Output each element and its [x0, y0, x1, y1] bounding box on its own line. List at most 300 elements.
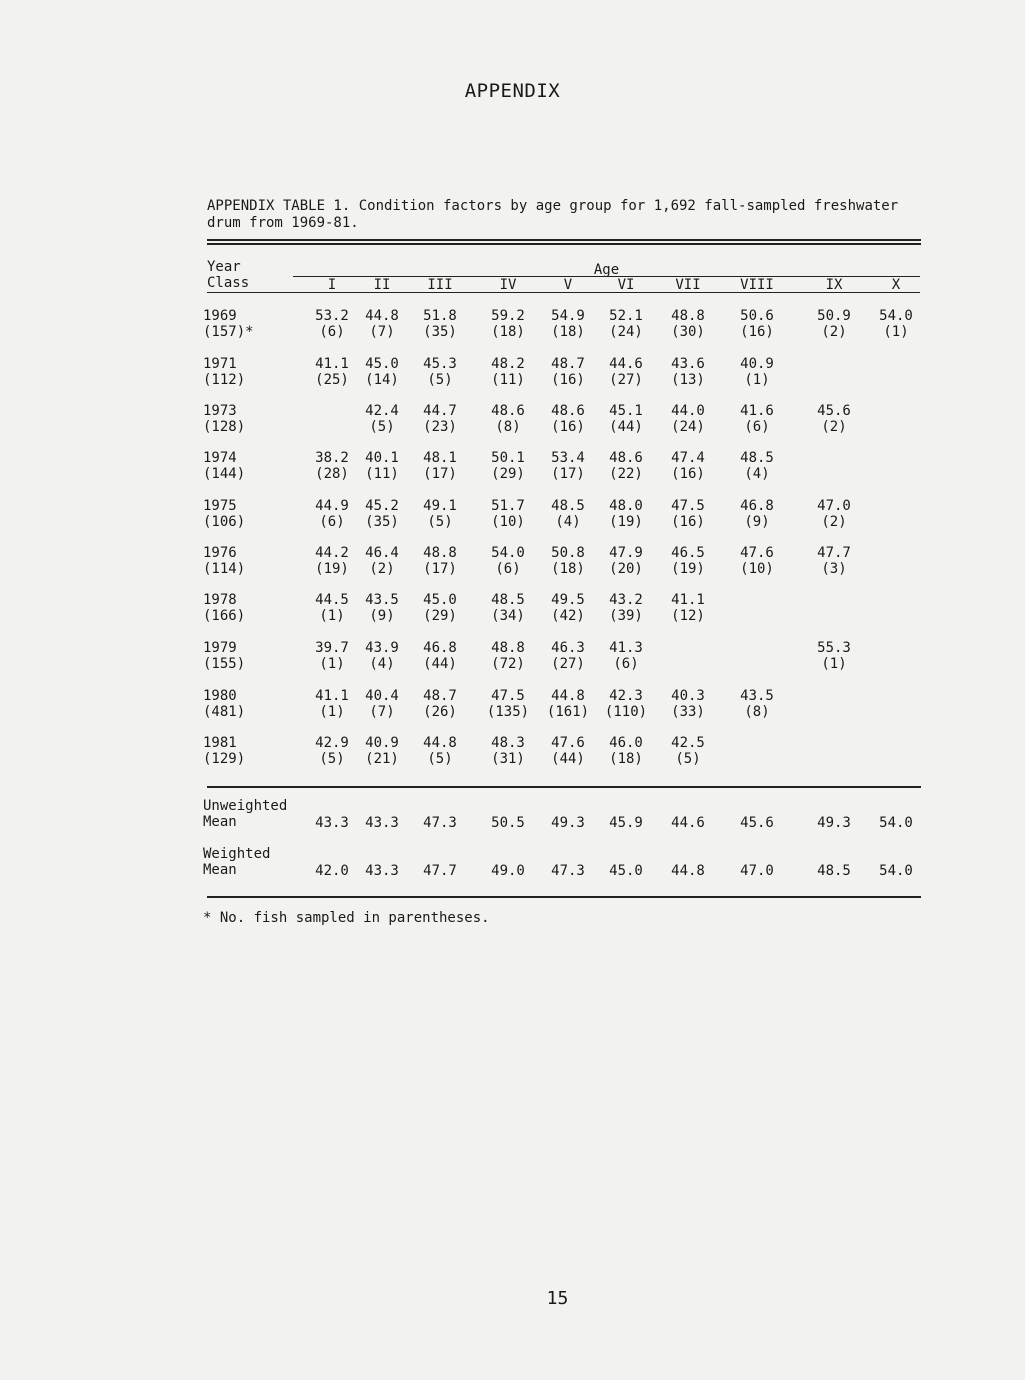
- year-value: 1976: [203, 545, 237, 561]
- sample-count: (11): [365, 466, 399, 482]
- sample-count: (4): [555, 514, 581, 530]
- data-cell: [478, 450, 538, 482]
- sample-count: (5): [369, 419, 395, 435]
- data-cell: [478, 592, 538, 624]
- data-cell: [658, 545, 718, 577]
- year-value: 1974: [203, 450, 237, 466]
- age-column-header: X: [891, 277, 901, 293]
- data-cell: [478, 688, 538, 720]
- table-row: [0, 498, 1025, 532]
- condition-factor: 47.0: [817, 498, 851, 514]
- table-row: [0, 735, 1025, 769]
- mean-value: 43.3: [365, 815, 399, 831]
- mean-value: 43.3: [315, 815, 349, 831]
- mean-value: 45.0: [609, 863, 643, 879]
- condition-factor: 50.9: [817, 308, 851, 324]
- sample-count: (16): [740, 324, 774, 340]
- condition-factor: 48.8: [491, 640, 525, 656]
- data-cell: [596, 498, 656, 530]
- sample-count: (17): [423, 466, 457, 482]
- data-cell: [596, 735, 656, 767]
- sample-count: (19): [609, 514, 643, 530]
- condition-factor: 43.5: [365, 592, 399, 608]
- sample-count: (7): [369, 324, 395, 340]
- year-value: 1969: [203, 308, 237, 324]
- mean-value: 45.6: [740, 815, 774, 831]
- mean-value: 47.0: [740, 863, 774, 879]
- mid-rule: [207, 786, 921, 788]
- data-cell: [727, 450, 787, 482]
- sample-count: (9): [369, 608, 395, 624]
- condition-factor: 43.9: [365, 640, 399, 656]
- year-class-cell: [203, 450, 245, 482]
- data-cell: [538, 308, 598, 340]
- condition-factor: 47.9: [609, 545, 643, 561]
- data-cell: [538, 592, 598, 624]
- sample-count: (34): [491, 608, 525, 624]
- data-cell: [727, 356, 787, 388]
- age-column-header: V: [563, 277, 573, 293]
- condition-factor: 53.2: [315, 308, 349, 324]
- condition-factor: 59.2: [491, 308, 525, 324]
- condition-factor: 41.6: [740, 403, 774, 419]
- year-class-cell: [203, 403, 245, 435]
- sample-count: (16): [551, 419, 585, 435]
- table-row: [0, 403, 1025, 437]
- sample-count: (4): [369, 656, 395, 672]
- condition-factor: 45.3: [423, 356, 457, 372]
- sample-count: (135): [486, 704, 530, 720]
- sample-count: (23): [423, 419, 457, 435]
- data-cell: [804, 640, 864, 672]
- condition-factor: 48.8: [671, 308, 705, 324]
- sample-count: (44): [423, 656, 457, 672]
- condition-factor: 41.1: [315, 688, 349, 704]
- year-value: 1973: [203, 403, 237, 419]
- sample-count: (72): [491, 656, 525, 672]
- data-cell: [478, 640, 538, 672]
- condition-factor: 48.5: [740, 450, 774, 466]
- sample-count: (20): [609, 561, 643, 577]
- table-row: [0, 545, 1025, 579]
- bottom-rule: [207, 896, 921, 898]
- sample-count: (1): [319, 704, 345, 720]
- condition-factor: 42.4: [365, 403, 399, 419]
- condition-factor: 46.8: [740, 498, 774, 514]
- condition-factor: 44.0: [671, 403, 705, 419]
- sample-count: (5): [427, 514, 453, 530]
- data-cell: [727, 308, 787, 340]
- year-value: 1971: [203, 356, 237, 372]
- age-column-header: VI: [617, 277, 635, 293]
- table-row: [0, 450, 1025, 484]
- data-cell: [596, 403, 656, 435]
- mean-value: 49.0: [491, 863, 525, 879]
- condition-factor: 48.6: [551, 403, 585, 419]
- year-value: 1981: [203, 735, 237, 751]
- condition-factor: 51.7: [491, 498, 525, 514]
- condition-factor: 45.1: [609, 403, 643, 419]
- sample-count: (18): [551, 324, 585, 340]
- data-cell: [658, 688, 718, 720]
- mean-value: 43.3: [365, 863, 399, 879]
- condition-factor: 48.1: [423, 450, 457, 466]
- year-value: 1978: [203, 592, 237, 608]
- condition-factor: 40.3: [671, 688, 705, 704]
- sample-count: (13): [671, 372, 705, 388]
- sample-count: (5): [675, 751, 701, 767]
- condition-factor: 39.7: [315, 640, 349, 656]
- sample-count: (22): [609, 466, 643, 482]
- data-cell: [538, 403, 598, 435]
- condition-factor: 48.6: [609, 450, 643, 466]
- sample-count: (6): [744, 419, 770, 435]
- condition-factor: 44.8: [365, 308, 399, 324]
- class-count: (144): [203, 466, 246, 482]
- condition-factor: 51.8: [423, 308, 457, 324]
- data-cell: [596, 688, 656, 720]
- condition-factor: 54.9: [551, 308, 585, 324]
- condition-factor: 48.3: [491, 735, 525, 751]
- year-value: 1980: [203, 688, 237, 704]
- data-cell: [410, 688, 470, 720]
- sample-count: (10): [740, 561, 774, 577]
- data-cell: [804, 545, 864, 577]
- sample-count: (2): [821, 324, 847, 340]
- sample-count: (19): [315, 561, 349, 577]
- data-cell: [478, 403, 538, 435]
- data-cell: [658, 356, 718, 388]
- sample-count: (5): [427, 751, 453, 767]
- mean-value: 47.3: [423, 815, 457, 831]
- condition-factor: 40.1: [365, 450, 399, 466]
- condition-factor: 47.4: [671, 450, 705, 466]
- condition-factor: 50.1: [491, 450, 525, 466]
- condition-factor: 52.1: [609, 308, 643, 324]
- sample-count: (16): [671, 514, 705, 530]
- condition-factor: 47.6: [740, 545, 774, 561]
- sample-count: (39): [609, 608, 643, 624]
- condition-factor: 44.6: [609, 356, 643, 372]
- table-row: [0, 640, 1025, 674]
- mean-label: Weighted Mean: [203, 846, 271, 878]
- data-cell: [658, 735, 718, 767]
- condition-factor: 48.2: [491, 356, 525, 372]
- class-count: (112): [203, 372, 246, 388]
- condition-factor: 46.4: [365, 545, 399, 561]
- class-count: (129): [203, 751, 246, 767]
- age-column-header: II: [373, 277, 391, 293]
- data-cell: [410, 356, 470, 388]
- data-cell: [596, 592, 656, 624]
- sample-count: (24): [609, 324, 643, 340]
- sample-count: (4): [744, 466, 770, 482]
- data-cell: [478, 308, 538, 340]
- data-cell: [410, 308, 470, 340]
- sample-count: (11): [491, 372, 525, 388]
- mean-value: 50.5: [491, 815, 525, 831]
- sample-count: (1): [883, 324, 909, 340]
- table-caption: APPENDIX TABLE 1. Condition factors by age group for 1,692 fall-sampled freshwater drum from 1969-81.: [207, 198, 899, 231]
- condition-factor: 44.5: [315, 592, 349, 608]
- data-cell: [352, 498, 412, 530]
- data-cell: [596, 640, 656, 672]
- sample-count: (26): [423, 704, 457, 720]
- data-cell: [804, 498, 864, 530]
- year-class-cell: [203, 498, 245, 530]
- condition-factor: 48.0: [609, 498, 643, 514]
- sample-count: (18): [551, 561, 585, 577]
- data-cell: [727, 498, 787, 530]
- class-count: (481): [203, 704, 246, 720]
- year-class-cell: [203, 308, 254, 340]
- data-cell: [727, 403, 787, 435]
- sample-count: (28): [315, 466, 349, 482]
- class-count: (157)*: [203, 324, 254, 340]
- class-count: (114): [203, 561, 246, 577]
- mean-value: 49.3: [551, 815, 585, 831]
- mean-value: 44.6: [671, 815, 705, 831]
- data-cell: [352, 356, 412, 388]
- data-cell: [410, 640, 470, 672]
- data-cell: [410, 450, 470, 482]
- year-class-cell: [203, 735, 245, 767]
- condition-factor: 40.9: [740, 356, 774, 372]
- sample-count: (18): [491, 324, 525, 340]
- sample-count: (16): [671, 466, 705, 482]
- condition-factor: 41.1: [671, 592, 705, 608]
- sample-count: (1): [319, 608, 345, 624]
- mean-value: 54.0: [879, 815, 913, 831]
- sample-count: (33): [671, 704, 705, 720]
- year-value: 1979: [203, 640, 237, 656]
- sample-count: (35): [423, 324, 457, 340]
- sample-count: (16): [551, 372, 585, 388]
- data-cell: [352, 403, 412, 435]
- sample-count: (2): [821, 514, 847, 530]
- condition-factor: 48.7: [551, 356, 585, 372]
- sample-count: (6): [319, 514, 345, 530]
- data-cell: [478, 356, 538, 388]
- condition-factor: 40.9: [365, 735, 399, 751]
- data-cell: [596, 545, 656, 577]
- year-class-cell: [203, 356, 245, 388]
- data-cell: [538, 545, 598, 577]
- data-cell: [596, 308, 656, 340]
- age-column-header: III: [427, 277, 453, 293]
- condition-factor: 48.7: [423, 688, 457, 704]
- sample-count: (8): [495, 419, 521, 435]
- condition-factor: 45.0: [365, 356, 399, 372]
- data-cell: [727, 688, 787, 720]
- condition-factor: 40.4: [365, 688, 399, 704]
- year-class-cell: [203, 688, 245, 720]
- weighted-mean-row: [0, 846, 1025, 880]
- condition-factor: 48.5: [491, 592, 525, 608]
- mean-value: 42.0: [315, 863, 349, 879]
- data-cell: [658, 592, 718, 624]
- sample-count: (21): [365, 751, 399, 767]
- sample-count: (17): [423, 561, 457, 577]
- condition-factor: 44.7: [423, 403, 457, 419]
- data-cell: [658, 498, 718, 530]
- class-count: (166): [203, 608, 246, 624]
- data-cell: [478, 545, 538, 577]
- sample-count: (110): [604, 704, 648, 720]
- condition-factor: 44.8: [423, 735, 457, 751]
- sample-count: (42): [551, 608, 585, 624]
- condition-factor: 38.2: [315, 450, 349, 466]
- year-class-cell: [203, 640, 245, 672]
- sample-count: (12): [671, 608, 705, 624]
- sample-count: (1): [821, 656, 847, 672]
- year-class-cell: [203, 592, 245, 624]
- data-cell: [538, 450, 598, 482]
- condition-factor: 41.1: [315, 356, 349, 372]
- sample-count: (17): [551, 466, 585, 482]
- data-cell: [804, 308, 864, 340]
- sample-count: (10): [491, 514, 525, 530]
- condition-factor: 49.5: [551, 592, 585, 608]
- condition-factor: 54.0: [879, 308, 913, 324]
- table-row: [0, 688, 1025, 722]
- data-cell: [352, 688, 412, 720]
- data-cell: [478, 498, 538, 530]
- class-count: (128): [203, 419, 246, 435]
- sample-count: (1): [319, 656, 345, 672]
- data-cell: [352, 735, 412, 767]
- condition-factor: 44.2: [315, 545, 349, 561]
- table-row: [0, 308, 1025, 342]
- data-cell: [538, 640, 598, 672]
- sample-count: (27): [609, 372, 643, 388]
- year-class-cell: [203, 545, 245, 577]
- data-cell: [658, 308, 718, 340]
- year-class-header: [207, 259, 249, 291]
- condition-factor: 45.0: [423, 592, 457, 608]
- mean-value: 44.8: [671, 863, 705, 879]
- sample-count: (24): [671, 419, 705, 435]
- age-column-header: IV: [499, 277, 517, 293]
- unweighted-mean-row: [0, 798, 1025, 832]
- condition-factor: 43.2: [609, 592, 643, 608]
- condition-factor: 46.3: [551, 640, 585, 656]
- sample-count: (161): [546, 704, 590, 720]
- sample-count: (5): [427, 372, 453, 388]
- mean-value: 48.5: [817, 863, 851, 879]
- condition-factor: 47.5: [671, 498, 705, 514]
- data-cell: [658, 403, 718, 435]
- mean-value: 54.0: [879, 863, 913, 879]
- age-column-header: IX: [825, 277, 843, 293]
- condition-factor: 46.5: [671, 545, 705, 561]
- mean-value: 47.7: [423, 863, 457, 879]
- data-cell: [352, 592, 412, 624]
- data-cell: [727, 545, 787, 577]
- data-cell: [538, 498, 598, 530]
- class-label: Class: [207, 275, 250, 291]
- sample-count: (3): [821, 561, 847, 577]
- sample-count: (5): [319, 751, 345, 767]
- condition-factor: 42.5: [671, 735, 705, 751]
- age-column-header: I: [327, 277, 337, 293]
- year-label: Year: [207, 259, 241, 275]
- condition-factor: 42.3: [609, 688, 643, 704]
- sample-count: (7): [369, 704, 395, 720]
- condition-factor: 43.5: [740, 688, 774, 704]
- mean-value: 47.3: [551, 863, 585, 879]
- data-cell: [352, 640, 412, 672]
- mean-label: Unweighted Mean: [203, 798, 288, 830]
- condition-factor: 50.6: [740, 308, 774, 324]
- page-number: 15: [546, 1288, 569, 1309]
- data-cell: [352, 545, 412, 577]
- condition-factor: 44.8: [551, 688, 585, 704]
- sample-count: (29): [491, 466, 525, 482]
- sample-count: (19): [671, 561, 705, 577]
- sample-count: (27): [551, 656, 585, 672]
- sample-count: (44): [551, 751, 585, 767]
- sample-count: (35): [365, 514, 399, 530]
- condition-factor: 47.6: [551, 735, 585, 751]
- sample-count: (44): [609, 419, 643, 435]
- sample-count: (9): [744, 514, 770, 530]
- data-cell: [410, 592, 470, 624]
- age-column-header: VII: [675, 277, 701, 293]
- sample-count: (2): [821, 419, 847, 435]
- condition-factor: 46.8: [423, 640, 457, 656]
- data-cell: [410, 498, 470, 530]
- sample-count: (30): [671, 324, 705, 340]
- condition-factor: 49.1: [423, 498, 457, 514]
- data-cell: [352, 308, 412, 340]
- class-count: (106): [203, 514, 246, 530]
- data-cell: [478, 735, 538, 767]
- sample-count: (31): [491, 751, 525, 767]
- condition-factor: 48.8: [423, 545, 457, 561]
- footnote: * No. fish sampled in parentheses.: [203, 910, 490, 926]
- data-cell: [658, 450, 718, 482]
- age-header: Age: [593, 262, 620, 278]
- condition-factor: 48.5: [551, 498, 585, 514]
- data-cell: [596, 450, 656, 482]
- condition-factor: 43.6: [671, 356, 705, 372]
- sample-count: (14): [365, 372, 399, 388]
- data-cell: [352, 450, 412, 482]
- sample-count: (8): [744, 704, 770, 720]
- condition-factor: 47.5: [491, 688, 525, 704]
- sample-count: (1): [744, 372, 770, 388]
- data-cell: [410, 545, 470, 577]
- condition-factor: 44.9: [315, 498, 349, 514]
- condition-factor: 45.6: [817, 403, 851, 419]
- table-row: [0, 356, 1025, 390]
- data-cell: [538, 688, 598, 720]
- sample-count: (6): [319, 324, 345, 340]
- top-double-rule: [207, 239, 921, 245]
- condition-factor: 53.4: [551, 450, 585, 466]
- year-value: 1975: [203, 498, 237, 514]
- mean-value: 49.3: [817, 815, 851, 831]
- condition-factor: 45.2: [365, 498, 399, 514]
- sample-count: (25): [315, 372, 349, 388]
- class-count: (155): [203, 656, 246, 672]
- condition-factor: 47.7: [817, 545, 851, 561]
- sample-count: (2): [369, 561, 395, 577]
- condition-factor: 46.0: [609, 735, 643, 751]
- data-cell: [538, 356, 598, 388]
- page-heading: APPENDIX: [464, 80, 561, 102]
